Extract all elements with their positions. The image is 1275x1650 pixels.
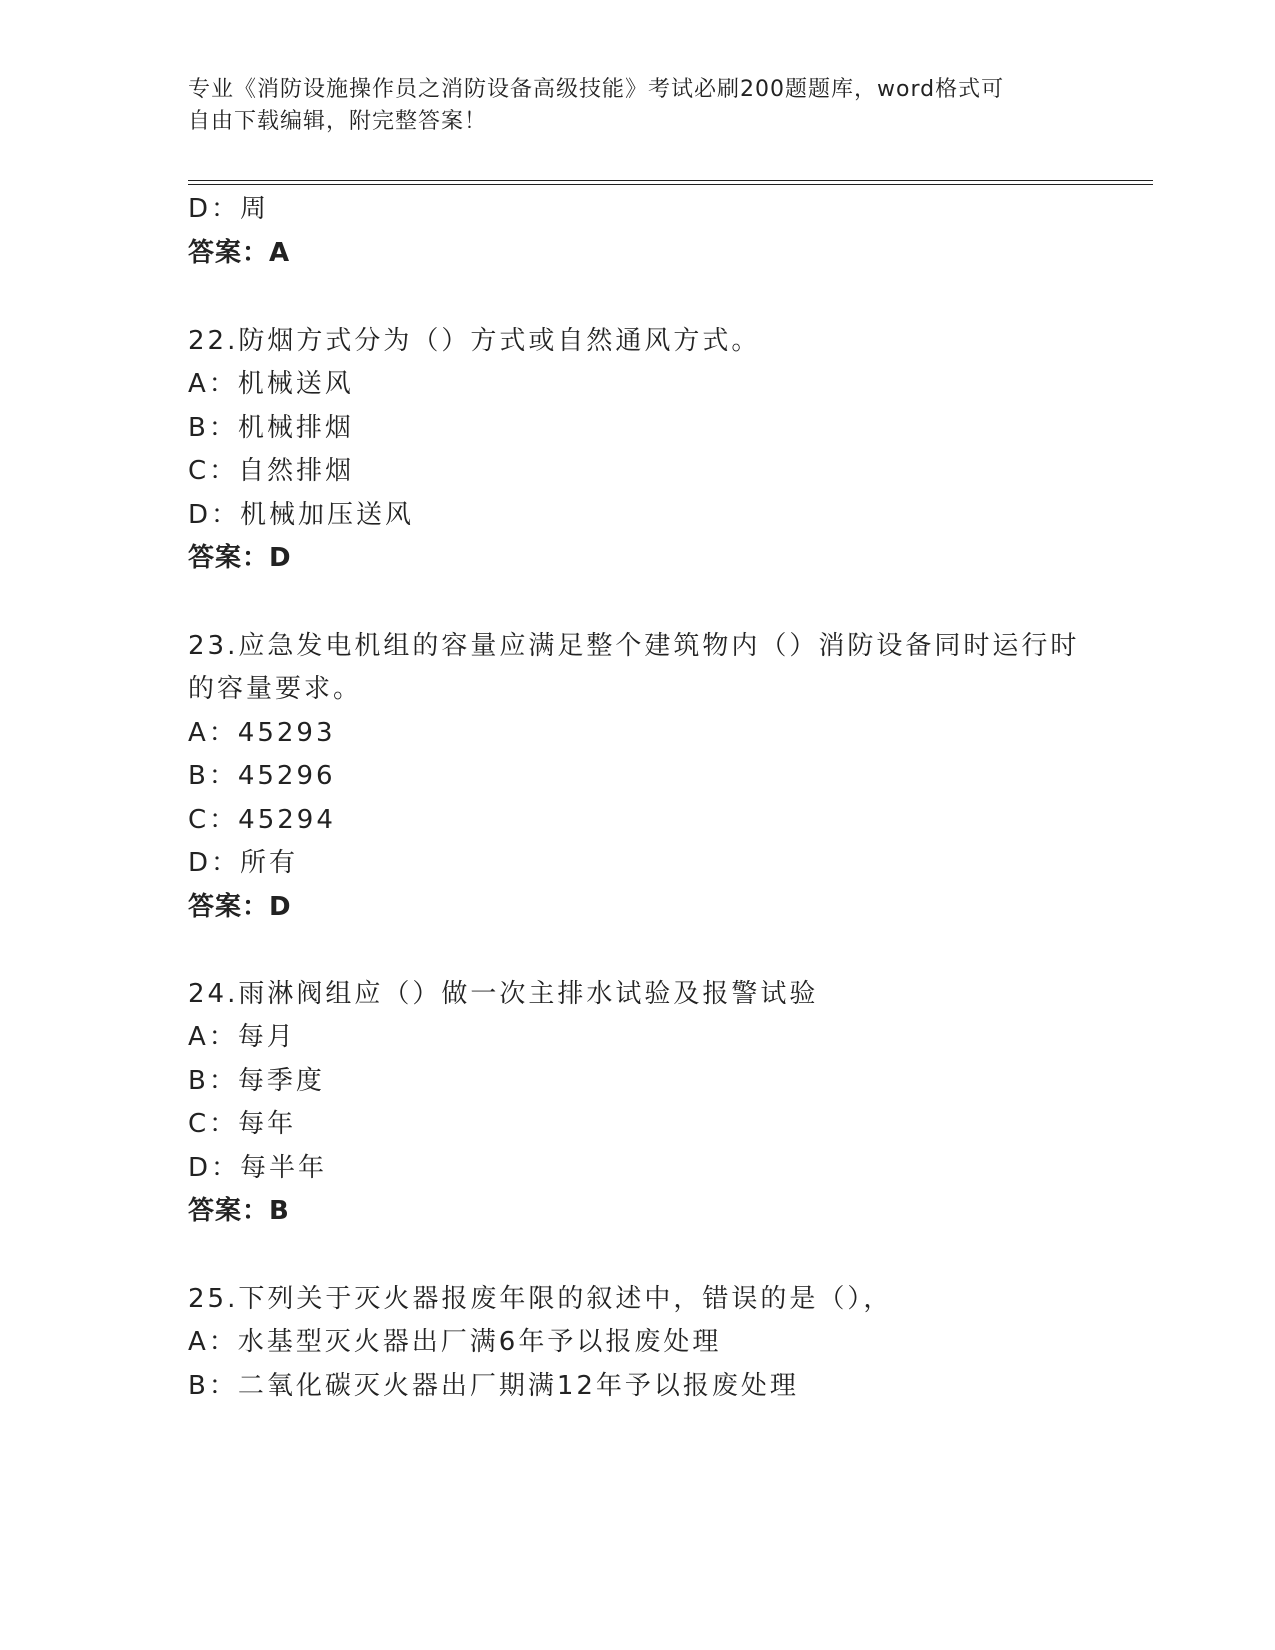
q22-stem: 22.防烟方式分为（）方式或自然通风方式。 [188,326,761,356]
q25-option-b: B：二氧化碳灭火器出厂期满12年予以报废处理 [188,1371,799,1401]
q23-option-c: C：45294 [188,805,336,835]
q23-stem-line-2: 的容量要求。 [188,674,363,704]
q23-option-d: D：所有 [188,848,299,878]
q24-stem: 24.雨淋阀组应（）做一次主排水试验及报警试验 [188,979,819,1009]
q22-answer: 答案：D [188,543,292,573]
q22-option-c: C：自然排烟 [188,456,355,486]
q22-option-a: A：机械送风 [188,369,354,399]
q24-answer: 答案：B [188,1196,290,1226]
header-line-1: 专业《消防设施操作员之消防设备高级技能》考试必刷200题题库，word格式可 [188,77,1005,102]
q23-stem-line-1: 23.应急发电机组的容量应满足整个建筑物内（）消防设备同时运行时 [188,631,1080,661]
q21-option-d: D：周 [188,194,270,224]
q24-option-c: C：每年 [188,1109,297,1139]
q23-option-a: A：45293 [188,718,336,748]
q22-option-b: B：机械排烟 [188,413,354,443]
q21-answer: 答案：A [188,238,291,268]
header-divider-bottom [188,184,1153,185]
header-divider-top [188,180,1153,181]
q25-stem: 25.下列关于灭火器报废年限的叙述中，错误的是（）， [188,1284,893,1314]
header-line-2: 自由下载编辑，附完整答案！ [188,109,488,134]
q22-option-d: D：机械加压送风 [188,500,415,530]
q24-option-b: B：每季度 [188,1066,325,1096]
q23-answer: 答案：D [188,892,292,922]
q23-option-b: B：45296 [188,761,336,791]
document-header [188,74,1068,138]
q24-option-a: A：每月 [188,1022,296,1052]
q24-option-d: D：每半年 [188,1153,328,1183]
q25-option-a: A：水基型灭火器出厂满6年予以报废处理 [188,1327,722,1357]
